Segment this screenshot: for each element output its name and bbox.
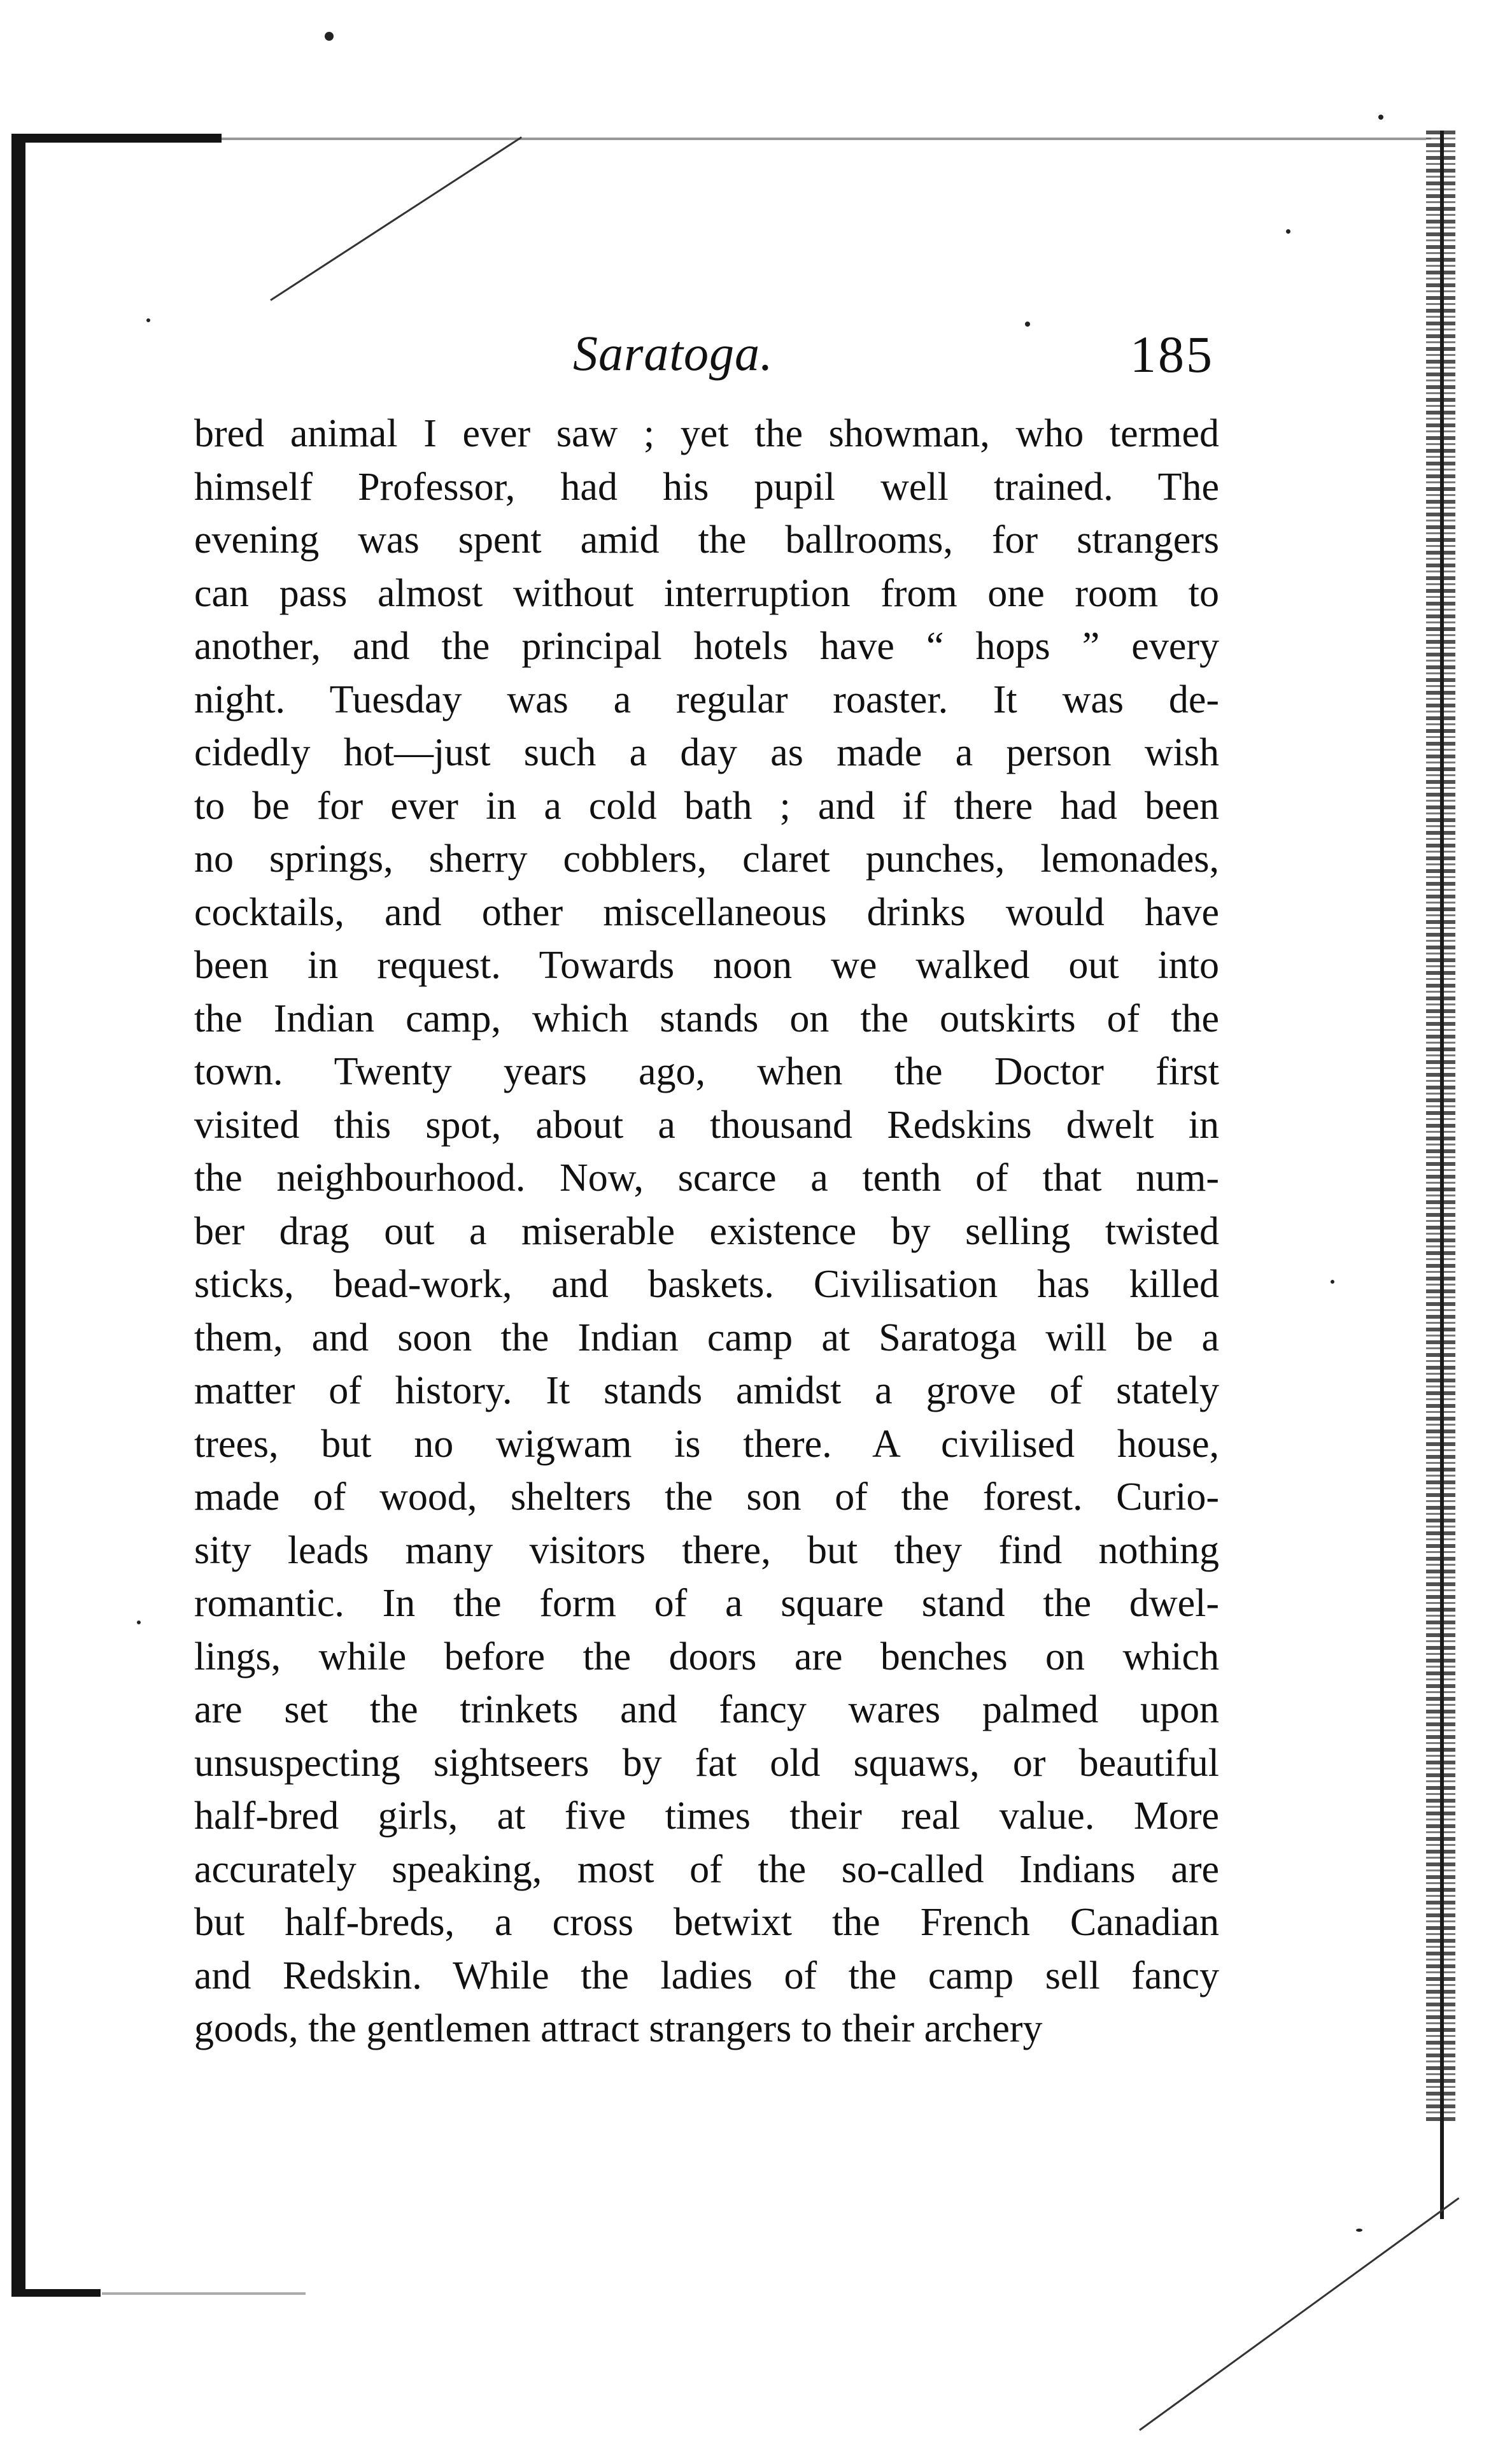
scan-speck [137,1621,141,1624]
text-line: sity leads many visitors there, but they find nothing [194,1528,1219,1572]
text-line: town. Twenty years ago, when the Doctor first [194,1050,1219,1093]
text-line: another, and the principal hotels have “ hops ” every [194,625,1219,668]
binding-shadow-bottom [11,2289,101,2297]
text-line: to be for ever in a cold bath ; and if there had been [194,784,1219,828]
text-line: can pass almost without interruption from one room to [194,571,1219,615]
scan-crease-top [270,136,522,301]
text-line: unsuspecting sightseers by fat old squaws, or beautiful [194,1741,1219,1785]
text-line: are set the trinkets and fancy wares palmed upon [194,1688,1219,1731]
text-line: goods, the gentlemen attract strangers to their archery [194,2007,1043,2050]
text-line: bred animal I ever saw ; yet the showman, who termed [194,412,1219,455]
text-line: but half-breds, a cross betwixt the French Canadian [194,1901,1219,1944]
text-line: them, and soon the Indian camp at Saratoga will be a [194,1316,1219,1359]
page-top-edge [222,138,1431,140]
text-line: ber drag out a miserable existence by selling twisted [194,1209,1219,1253]
text-line: night. Tuesday was a regular roaster. It was de- [194,677,1219,721]
text-line: the Indian camp, which stands on the outskirts of the [194,997,1219,1040]
text-line: matter of history. It stands amidst a grove of stately [194,1369,1219,1412]
text-line: trees, but no wigwam is there. A civilised house, [194,1422,1219,1466]
text-line: visited this spot, about a thousand Redskins dwelt in [194,1103,1219,1147]
page-bottom-edge [102,2292,306,2295]
scan-speck [1331,1280,1334,1284]
text-line: been in request. Towards noon we walked out into [194,944,1219,987]
text-line: no springs, sherry cobblers, claret punches, lemonades, [194,837,1219,881]
text-line: sticks, bead-work, and baskets. Civilisation has killed [194,1263,1219,1306]
scan-speck [1378,115,1383,120]
text-line: cidedly hot—just such a day as made a person wish [194,731,1219,774]
text-line: the neighbourhood. Now, scarce a tenth of that num- [194,1156,1219,1200]
scan-speck [146,318,150,322]
text-line: evening was spent amid the ballrooms, for strangers [194,518,1219,562]
scan-speck [1356,2229,1362,2232]
scan-crease-bottom [1139,2197,1459,2431]
running-title: Saratoga. [573,325,774,381]
text-line: accurately speaking, most of the so-called Indians are [194,1847,1219,1891]
scan-speck [1286,229,1290,234]
text-line: romantic. In the form of a square stand the dwel- [194,1582,1219,1625]
scan-speck [325,32,334,41]
text-line: half-bred girls, at five times their real value. More [194,1794,1219,1838]
page-number: 185 [1130,325,1214,383]
scan-speck [1025,322,1030,327]
text-line: made of wood, shelters the son of the forest. Curio- [194,1475,1219,1519]
binding-shadow-top [11,134,222,143]
text-line: lings, while before the doors are benches on which [194,1635,1219,1678]
text-line: cocktails, and other miscellaneous drinks would have [194,890,1219,934]
body-text [194,408,1219,2056]
text-line: himself Professor, had his pupil well trained. The [194,465,1219,509]
binding-shadow-left [11,134,25,2295]
page-right-edge-line [1440,131,1444,2219]
text-line: and Redskin. While the ladies of the camp sell fancy [194,1954,1219,1997]
